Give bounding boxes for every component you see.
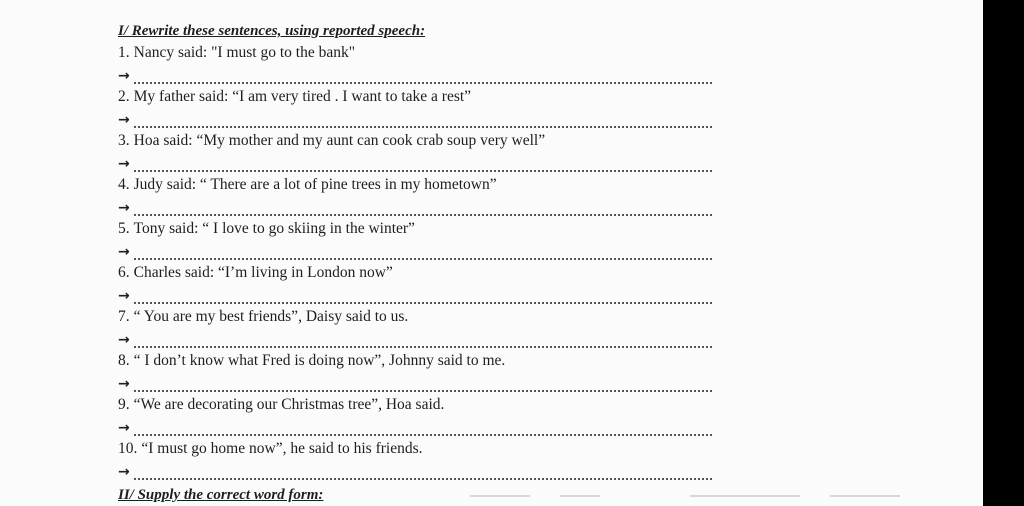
question-text: Charles said: “I’m living in London now” [133, 264, 393, 281]
question-line [118, 130, 718, 152]
question-block [118, 306, 718, 350]
arrow-icon: → [118, 420, 130, 436]
question-line [118, 438, 718, 460]
faint-mark [830, 495, 900, 497]
question-text: “ I don’t know what Fred is doing now”, Johnny said to me. [133, 352, 506, 369]
question-text: Judy said: “ There are a lot of pine trees in my hometown” [133, 176, 497, 193]
answer-line[interactable] [118, 240, 718, 262]
question-line [118, 86, 718, 108]
answer-line[interactable] [118, 108, 718, 130]
question-number: 10. [118, 440, 138, 457]
question-line [118, 42, 718, 64]
question-block [118, 394, 718, 438]
question-number: 6. [118, 264, 130, 281]
answer-line[interactable] [118, 372, 718, 394]
question-block [118, 350, 718, 394]
arrow-icon: → [118, 288, 130, 304]
dotted-answer-blank[interactable] [134, 342, 712, 348]
section-1-heading: I/ Rewrite these sentences, using reported speech: [118, 23, 426, 39]
arrow-icon: → [118, 244, 130, 260]
question-line [118, 394, 718, 416]
question-text: “ You are my best friends”, Daisy said to us. [133, 308, 409, 325]
question-block [118, 262, 718, 306]
question-number: 9. [118, 396, 130, 413]
answer-line[interactable] [118, 284, 718, 306]
dotted-answer-blank[interactable] [134, 166, 712, 172]
question-block [118, 438, 718, 482]
arrow-icon: → [118, 68, 130, 84]
arrow-icon: → [118, 332, 130, 348]
question-text: “We are decorating our Christmas tree”, Hoa said. [133, 396, 445, 413]
question-block [118, 86, 718, 130]
question-number: 1. [118, 44, 130, 61]
question-block [118, 174, 718, 218]
section-2-heading: II/ Supply the correct word form: [118, 487, 324, 503]
question-block [118, 42, 718, 86]
question-block [118, 130, 718, 174]
arrow-icon: → [118, 464, 130, 480]
question-line [118, 174, 718, 196]
arrow-icon: → [118, 376, 130, 392]
dotted-answer-blank[interactable] [134, 210, 712, 216]
arrow-icon: → [118, 112, 130, 128]
question-number: 3. [118, 132, 130, 149]
question-text: Tony said: “ I love to go skiing in the winter” [133, 220, 415, 237]
question-text: Hoa said: “My mother and my aunt can cook crab soup very well” [133, 132, 546, 149]
dotted-answer-blank[interactable] [134, 78, 712, 84]
question-number: 4. [118, 176, 130, 193]
question-line [118, 218, 718, 240]
dotted-answer-blank[interactable] [134, 474, 712, 480]
dotted-answer-blank[interactable] [134, 298, 712, 304]
dotted-answer-blank[interactable] [134, 122, 712, 128]
question-block [118, 218, 718, 262]
answer-line[interactable] [118, 152, 718, 174]
question-text: My father said: “I am very tired . I want to take a rest” [133, 88, 472, 105]
arrow-icon: → [118, 156, 130, 172]
answer-line[interactable] [118, 64, 718, 86]
question-number: 5. [118, 220, 130, 237]
question-number: 7. [118, 308, 130, 325]
answer-line[interactable] [118, 416, 718, 438]
answer-line[interactable] [118, 328, 718, 350]
dotted-answer-blank[interactable] [134, 254, 712, 260]
question-line [118, 350, 718, 372]
question-number: 2. [118, 88, 130, 105]
answer-line[interactable] [118, 196, 718, 218]
answer-line[interactable] [118, 460, 718, 482]
dotted-answer-blank[interactable] [134, 386, 712, 392]
question-line [118, 262, 718, 284]
dotted-answer-blank[interactable] [134, 430, 712, 436]
exercise-document [118, 20, 718, 506]
question-text: “I must go home now”, he said to his friends. [141, 440, 423, 457]
arrow-icon: → [118, 200, 130, 216]
question-line [118, 306, 718, 328]
question-text: Nancy said: "I must go to the bank" [133, 44, 356, 61]
question-number: 8. [118, 352, 130, 369]
